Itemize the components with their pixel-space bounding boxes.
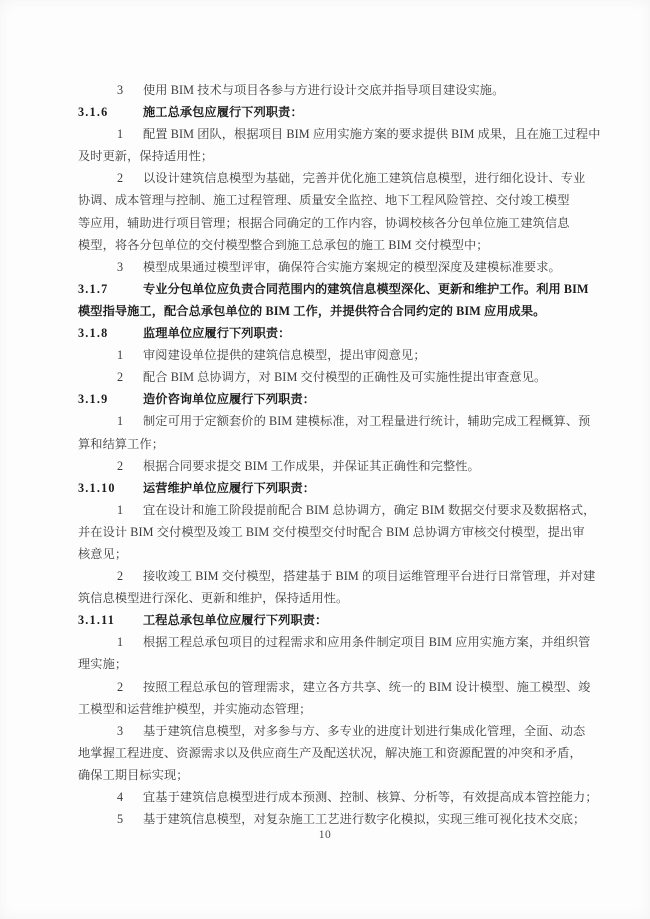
item-number: 2 — [117, 370, 124, 385]
list-item-line — [78, 499, 596, 521]
line-text: 等应用，辅助进行项目管理；根据合同确定的工作内容，协调校核各分包单位施工建筑信息 — [78, 215, 570, 230]
line-text: 配置 BIM 团队，根据项目 BIM 应用实施方案的要求提供 BIM 成果，且在施工过程中 — [143, 127, 601, 142]
line-text: 宜基于建筑信息模型进行成本预测、控制、核算、分析等，有效提高成本管控能力； — [143, 790, 598, 804]
line-text: 基于建筑信息模型，对复杂施工工艺进行数字化模拟，实现三维可视化技术交底； — [143, 812, 586, 827]
document-text-block — [78, 79, 601, 830]
line-text: 算和结算工作； — [78, 436, 165, 451]
list-item-line — [78, 123, 601, 145]
clause-line — [78, 278, 589, 300]
item-number: 1 — [117, 635, 124, 650]
item-number: 2 — [117, 569, 124, 584]
clause-number: 3.1.11 — [78, 613, 115, 628]
line-text: 核意见； — [78, 546, 128, 561]
list-item-line — [78, 344, 578, 366]
item-number: 3 — [117, 259, 124, 274]
line-text: 运营维护单位应履行下列职责： — [143, 480, 316, 495]
clause-line — [78, 388, 578, 410]
line-text: 模型，将各分包单位的交付模型整合到施工总承包的施工 BIM 交付模型中； — [78, 237, 489, 252]
list-item-line — [78, 808, 586, 830]
line-text: 地掌握工程进度、资源需求以及供应商生产及配送状况，解决施工和资源配置的冲突和矛盾， — [78, 745, 582, 760]
list-item-line — [78, 720, 586, 742]
item-number: 3 — [117, 723, 124, 738]
continuation-line — [78, 764, 578, 786]
clause-line — [78, 322, 578, 344]
line-text: 接收竣工 BIM 交付模型，搭建基于 BIM 的项目运维管理平台进行日常管理，并对建 — [143, 569, 596, 584]
item-number: 2 — [117, 458, 124, 473]
line-text: 理实施； — [78, 657, 128, 672]
item-number: 2 — [117, 171, 124, 186]
clause-line — [78, 609, 578, 631]
list-item-line — [78, 565, 596, 587]
page-number: 10 — [318, 829, 332, 841]
clause-line — [78, 477, 578, 499]
list-item-line — [78, 631, 591, 653]
line-text: 并在设计 BIM 交付模型及竣工 BIM 交付模型交付时配合 BIM 总协调方审核交付模型，提出审 — [78, 524, 585, 539]
continuation-line — [78, 189, 578, 211]
continuation-line — [78, 300, 578, 322]
continuation-line — [78, 742, 582, 764]
item-number: 1 — [117, 502, 124, 517]
item-number: 2 — [117, 679, 124, 694]
line-text: 宜在设计和施工阶段提前配合 BIM 总协调方，确定 BIM 数据交付要求及数据格式， — [143, 502, 596, 517]
continuation-line — [78, 587, 578, 609]
line-text: 模型成果通过模型评审，确保符合实施方案规定的模型深度及建模标准要求。 — [143, 259, 561, 274]
list-item-line — [78, 79, 578, 101]
continuation-line — [78, 698, 578, 720]
line-text: 筑信息模型进行深化、更新和维护，保持适用性。 — [78, 591, 349, 606]
item-number: 1 — [117, 127, 124, 142]
line-text: 造价咨询单位应履行下列职责： — [143, 392, 316, 407]
continuation-line — [78, 543, 578, 565]
continuation-line — [78, 521, 585, 543]
line-text: 及时更新，保持适用性； — [78, 149, 214, 164]
item-number: 3 — [117, 83, 124, 97]
line-text: 工程总承包单位应履行下列职责： — [143, 613, 328, 628]
line-text: 模型指导施工，配合总承包单位的 BIM 工作，并提供符合合同约定的 BIM 应用成果。 — [78, 303, 546, 318]
item-number: 1 — [117, 348, 124, 363]
line-text: 制定可用于定额套价的 BIM 建模标准，对工程量进行统计，辅助完成工程概算、预 — [143, 414, 591, 429]
line-text: 确保工期目标实现； — [78, 767, 189, 782]
line-text: 基于建筑信息模型，对多参与方、多专业的进度计划进行集成化管理，全面、动态 — [143, 723, 586, 738]
clause-number: 3.1.9 — [78, 392, 109, 407]
line-text: 协调、成本管理与控制、施工过程管理、质量安全监控、地下工程风险管控、交付竣工模型 — [78, 193, 570, 208]
clause-number: 3.1.6 — [78, 105, 109, 120]
item-number: 5 — [117, 812, 124, 827]
line-text: 使用 BIM 技术与项目各参与方进行设计交底并指导项目建设实施。 — [143, 83, 505, 97]
list-item-line — [78, 410, 591, 432]
continuation-line — [78, 653, 578, 675]
line-text: 按照工程总承包的管理需求，建立各方共享、统一的 BIM 设计模型、施工模型、竣 — [143, 679, 591, 694]
line-text: 根据合同要求提交 BIM 工作成果，并保证其正确性和完整性。 — [143, 458, 480, 473]
list-item-line — [78, 676, 591, 698]
line-text: 以设计建筑信息模型为基础，完善并优化施工建筑信息模型，进行细化设计、专业 — [143, 171, 586, 186]
line-text: 根据工程总承包项目的过程需求和应用条件制定项目 BIM 应用实施方案，并组织管 — [143, 635, 591, 650]
list-item-line — [78, 167, 586, 189]
clause-line — [78, 101, 578, 123]
continuation-line — [78, 145, 578, 167]
continuation-line — [78, 212, 578, 234]
list-item-line — [78, 256, 578, 278]
list-item-line — [78, 455, 578, 477]
line-text: 审阅建设单位提供的建筑信息模型，提出审阅意见； — [143, 348, 426, 363]
continuation-line — [78, 433, 578, 455]
line-text: 施工总承包应履行下列职责： — [143, 105, 303, 120]
clause-number: 3.1.8 — [78, 326, 109, 341]
continuation-line — [78, 234, 578, 256]
line-text: 专业分包单位应负责合同范围内的建筑信息模型深化、更新和维护工作。利用 BIM — [143, 281, 589, 296]
item-number: 1 — [117, 414, 124, 429]
list-item-line — [78, 786, 598, 808]
line-text: 工模型和运营维护模型，并实施动态管理； — [78, 701, 312, 716]
line-text: 监理单位应履行下列职责： — [143, 326, 291, 341]
clause-number: 3.1.7 — [78, 281, 109, 296]
line-text: 配合 BIM 总协调方，对 BIM 交付模型的正确性及可实施性提出审查意见。 — [143, 370, 547, 385]
list-item-line — [78, 366, 578, 388]
clause-number: 3.1.10 — [78, 480, 116, 495]
item-number: 4 — [117, 790, 124, 804]
